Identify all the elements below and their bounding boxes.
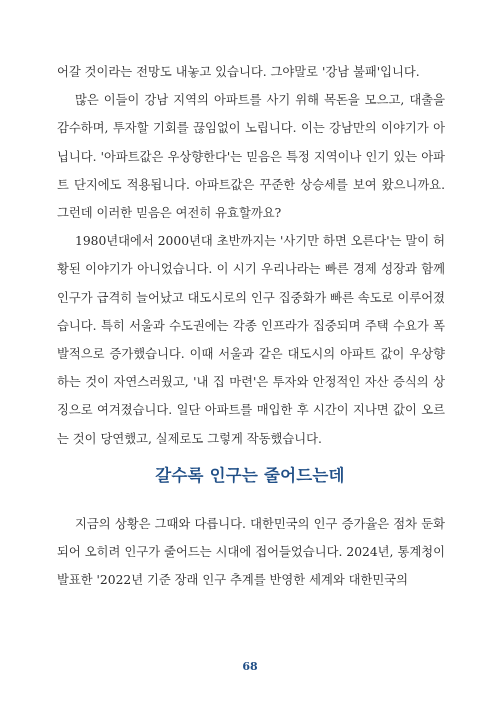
- paragraph-1980s-2000s: 1980년대에서 2000년대 초반까지는 '사기만 하면 오른다'는 말이 허황된 이야기가 아니었습니다. 이 시기 우리나라는 빠른 경제 성장과 함께 인구가 급격히 늘어났고 대도시로의 인구 집중화가 빠른 속도로 이루어졌습니다. 특히 서울과 수도권에는 각종 인프라가 집중되며 주택 수요가 폭발적으로 증가했습니다. 이때 서울과 같은 대도시의 아파트 값이 우상향하는 것이 자연스러웠고, '내 집 마련'은 투자와 안정적인 자산 증식의 상징으로 여겨졌습니다. 일단 아파트를 매입한 후 시간이 지나면 값이 오르는 것이 당연했고, 실제로도 그렇게 작동했습니다.: [57, 234, 445, 446]
- paragraph-current-situation: 지금의 상황은 그때와 다릅니다. 대한민국의 인구 증가율은 점차 둔화되어 오히려 인구가 줄어드는 시대에 접어들었습니다. 2024년, 통계청이 발표한 '2022년 기준 장래 인구 추계를 반영한 세계와 대한민국의: [57, 517, 445, 588]
- body-text-bottom: [57, 510, 445, 595]
- paragraph-gangnam-investment: 많은 이들이 강남 지역의 아파트를 사기 위해 목돈을 모으고, 대출을 감수하며, 투자할 기회를 끊임없이 노립니다. 이는 강남만의 이야기가 아닙니다. '아파트값은 우상향한다'는 믿음은 특정 지역이나 인기 있는 아파트 단지에도 적용됩니다. 아파트값은 꾸준한 상승세를 보여 왔으니까요. 그런데 이러한 믿음은 여전히 유효할까요?: [57, 93, 445, 221]
- page-number: 68: [242, 660, 258, 673]
- paragraph-continuation: 어갈 것이라는 전망도 내놓고 있습니다. 그야말로 '강남 불패'입니다.: [57, 65, 420, 79]
- body-text-top: [57, 58, 445, 453]
- section-heading: 갈수록 인구는 줄어드는데: [155, 466, 345, 485]
